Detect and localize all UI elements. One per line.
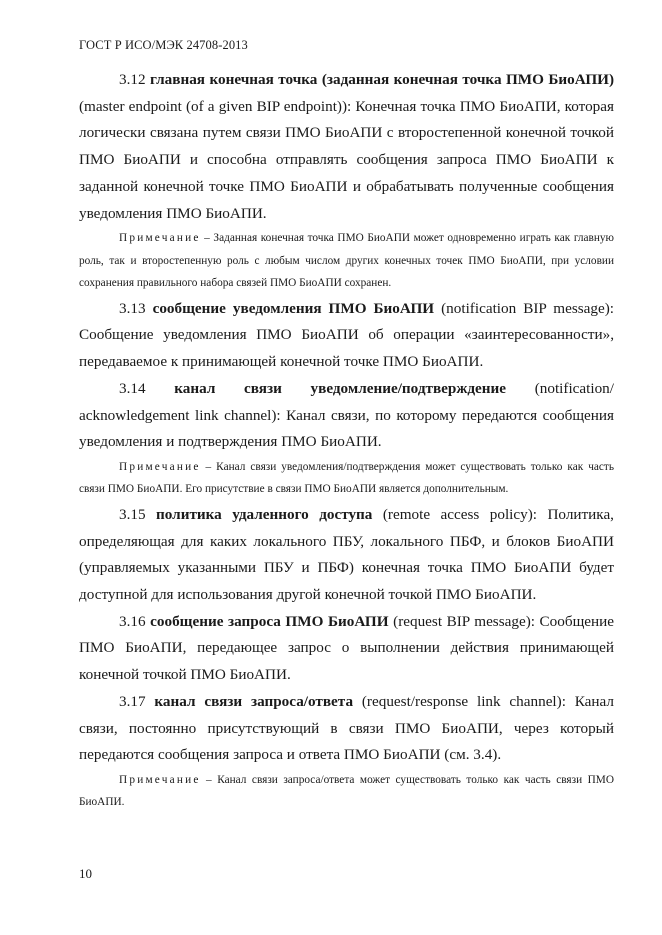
- page-number: 10: [79, 866, 92, 881]
- term-number: 3.17: [119, 692, 146, 710]
- document-body: [79, 67, 614, 815]
- term-entry-3-12: [79, 67, 614, 227]
- term-name: политика удаленного доступа: [156, 505, 373, 523]
- term-definition: (remote access policy): Политика, определяющая для каких локального ПБУ, локального ПБФ, и блоков БиоАПИ (управляемых указанными ПБУ и ПБФ) конечная точка ПМО БиоАПИ будет доступной для использования другой конечной точкой ПМО БиоАПИ.: [79, 505, 614, 604]
- term-number: 3.12: [119, 71, 146, 88]
- term-entry-3-14: [79, 376, 614, 456]
- term-definition: (notification BIP message): Сообщение уведомления ПМО БиоАПИ об операции «заинтересованности», передаваемое к принимающей конечной точке ПМО БиоАПИ.: [79, 299, 614, 371]
- term-entry-3-13: [79, 296, 614, 376]
- document-header: ГОСТ Р ИСО/МЭК 24708-2013: [79, 38, 248, 52]
- note-label: Примечание: [119, 773, 201, 786]
- term-entry-3-15: [79, 502, 614, 609]
- note-text: – Канал связи уведомления/подтверждения может существовать только как часть связи ПМО БиоАПИ. Его присутствие в связи ПМО БиоАПИ является дополнительным.: [79, 460, 614, 496]
- note-text: – Заданная конечная точка ПМО БиоАПИ может одновременно играть как главную роль, так и второстепенную роль с любым числом других конечных точек ПМО БиоАПИ, при условии сохранения правильного набора связей ПМО БиоАПИ сохранен.: [79, 232, 614, 290]
- term-number: 3.16: [119, 612, 146, 630]
- term-number: 3.15: [119, 505, 146, 523]
- term-definition: (notification/ acknowledgement link channel): Канал связи, по которому передаются сообщения уведомления и подтверждения ПМО БиоАПИ.: [79, 379, 614, 451]
- term-definition: (master endpoint (of a given BIP endpoint)): Конечная точка ПМО БиоАПИ, которая логически связана путем связи ПМО БиоАПИ с второстепенной конечной точкой ПМО БиоАПИ и способна отправлять сообщения запроса ПМО БиоАПИ к заданной конечной точке ПМО БиоАПИ и обрабатывать полученные сообщения уведомления ПМО БиоАПИ.: [79, 97, 614, 222]
- term-number: 3.13: [119, 299, 146, 317]
- note-2: [79, 456, 614, 501]
- term-name: сообщение уведомления ПМО БиоАПИ: [152, 299, 435, 317]
- term-name: сообщение запроса ПМО БиоАПИ: [150, 612, 389, 630]
- term-number: 3.14: [119, 379, 146, 397]
- term-name: канал связи уведомление/подтверждение: [174, 379, 507, 397]
- term-name: главная конечная точка (заданная конечная точка ПМО БиоАПИ): [150, 71, 615, 88]
- term-definition: (request/response link channel): Канал связи, постоянно присутствующий в связи ПМО БиоАПИ, через который передаются сообщения запроса и ответа ПМО БиоАПИ (см. 3.4).: [79, 692, 615, 764]
- note-label: Примечание: [119, 232, 201, 245]
- note-label: Примечание: [119, 460, 201, 473]
- note-text: – Канал связи запроса/ответа может существовать только как часть связи ПМО БиоАПИ.: [79, 773, 614, 809]
- term-definition: (request BIP message): Сообщение ПМО БиоАПИ, передающее запрос о выполнении действия принимающей конечной точкой ПМО БиоАПИ.: [79, 612, 615, 684]
- term-entry-3-16: [79, 609, 614, 689]
- note-3: [79, 769, 614, 814]
- term-entry-3-17: [79, 689, 614, 769]
- term-name: канал связи запроса/ответа: [154, 692, 354, 710]
- note-1: [79, 227, 614, 295]
